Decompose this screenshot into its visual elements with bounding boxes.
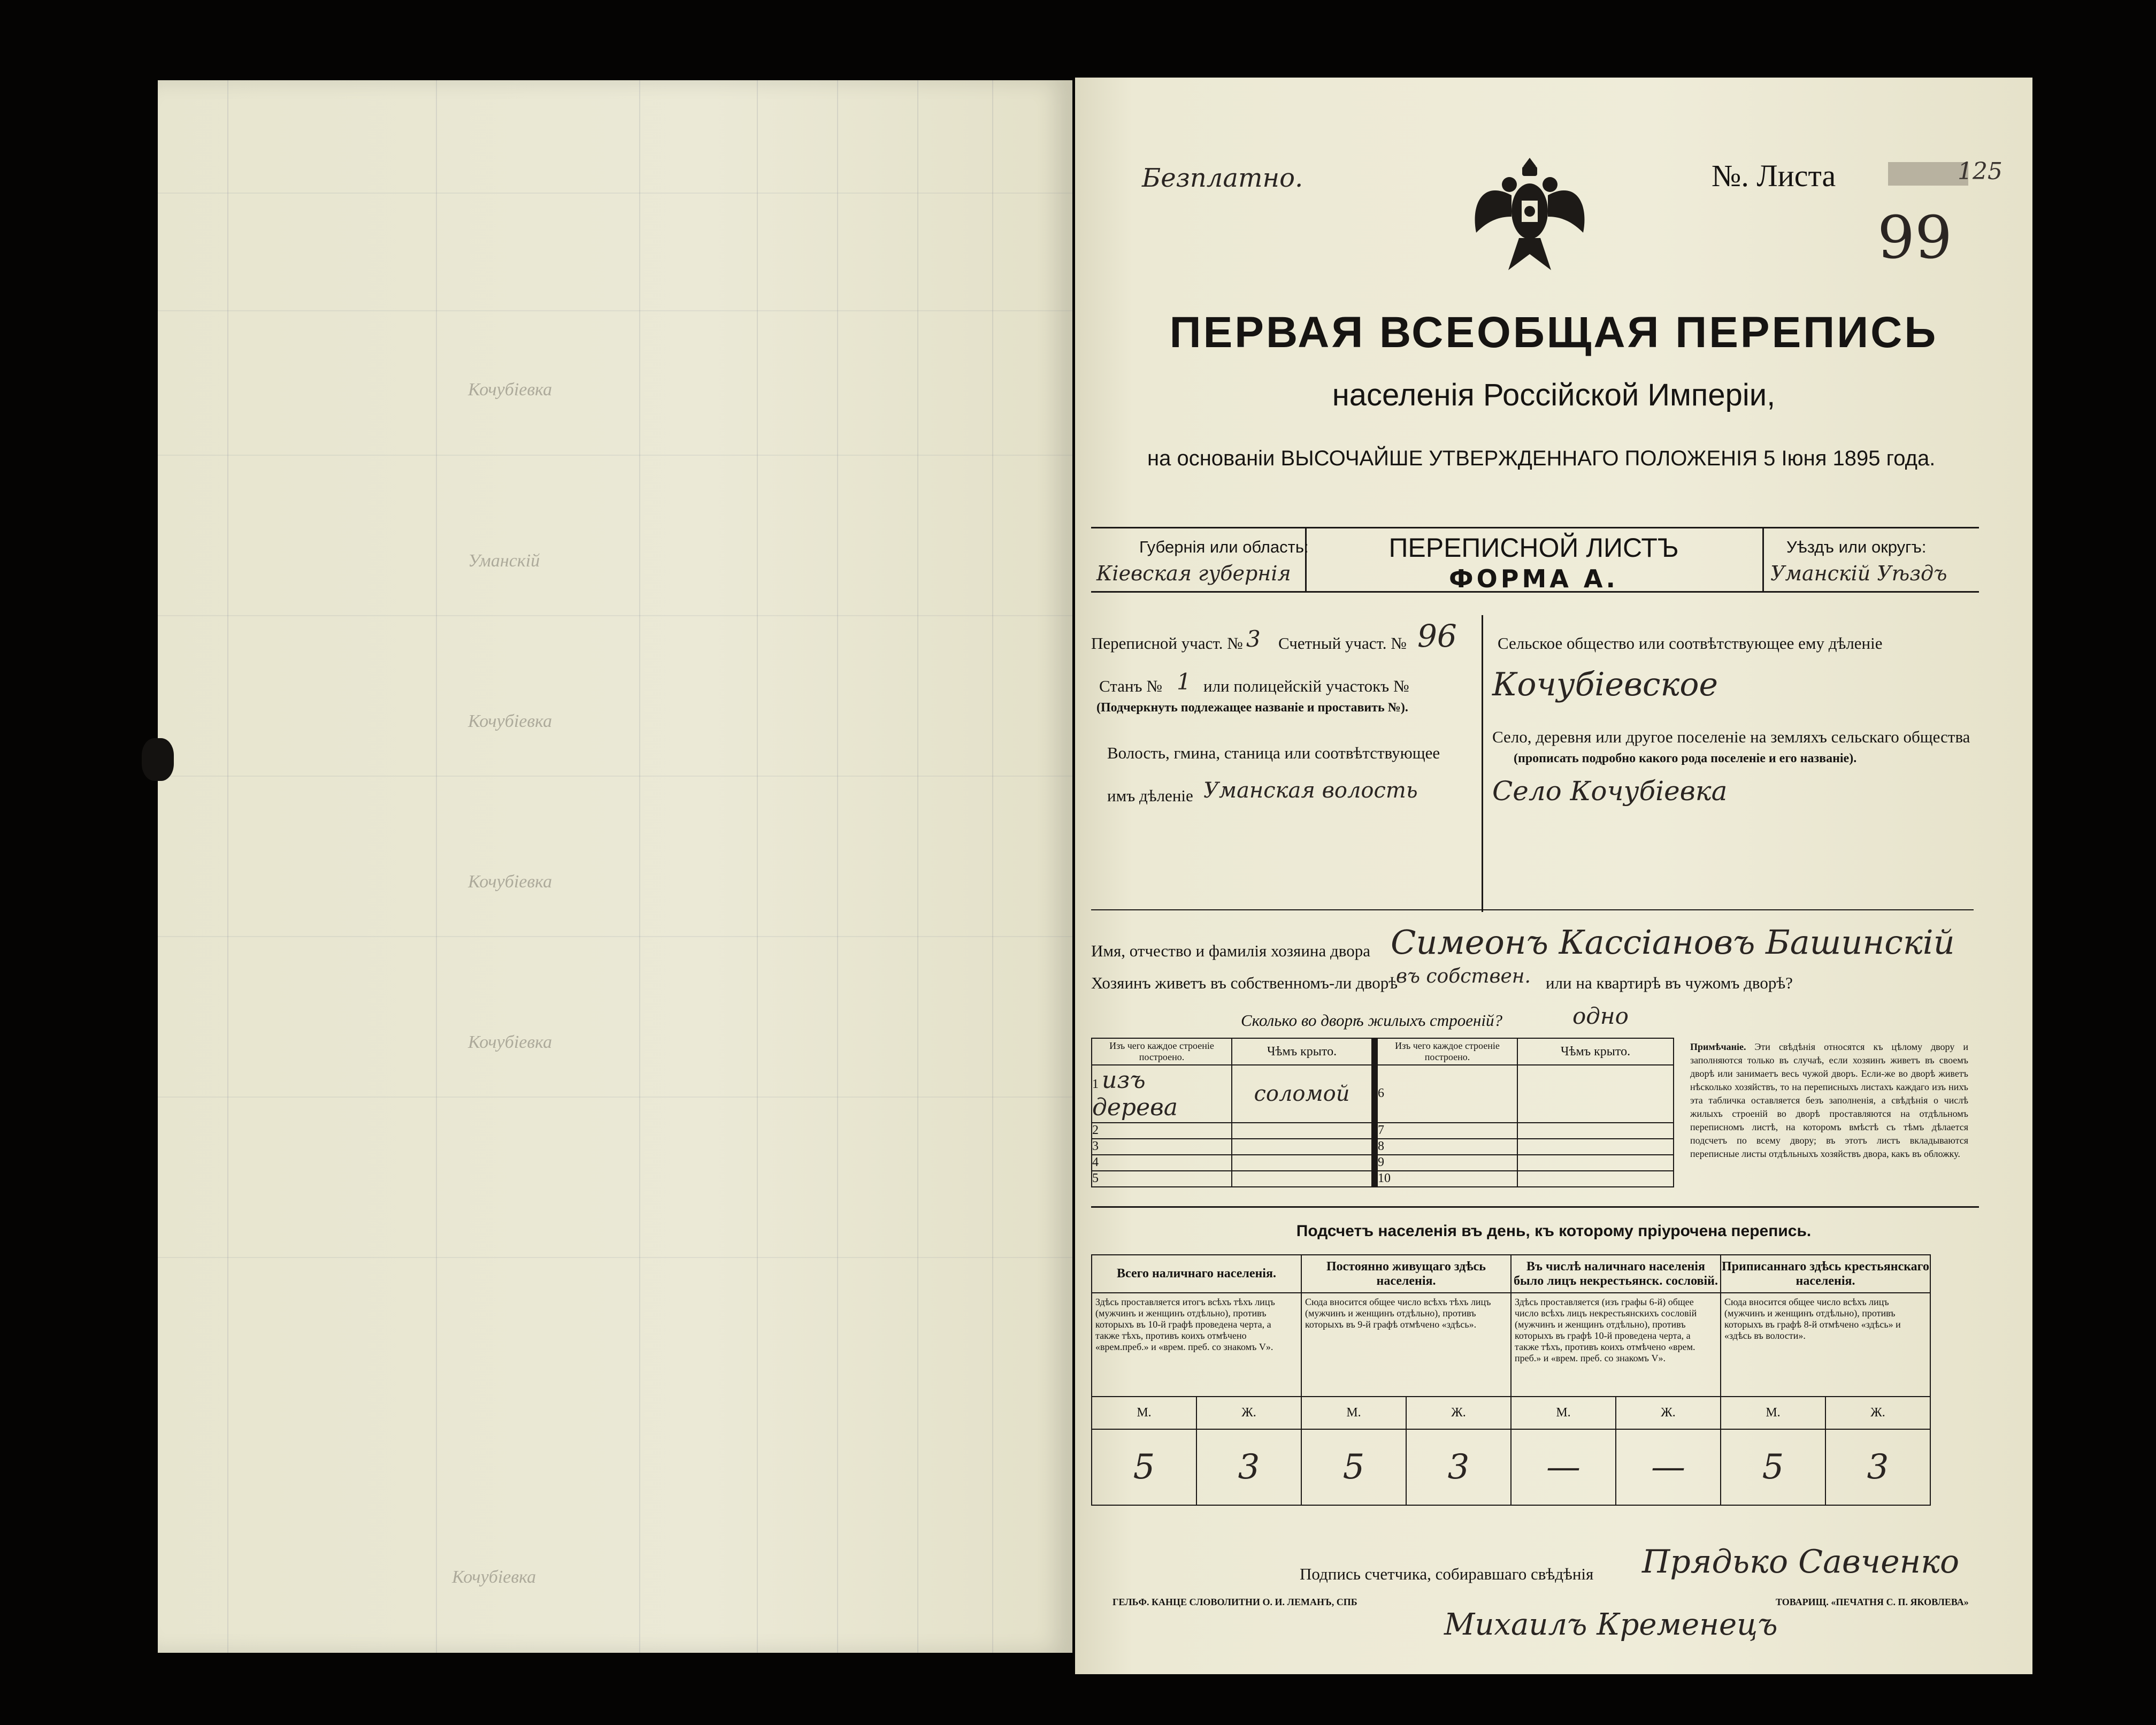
count-male: 5	[1092, 1429, 1196, 1505]
count-values-row	[1092, 1429, 1930, 1505]
count-heading: Подсчетъ населенія въ день, къ которому пріурочена перепись.	[1296, 1222, 1812, 1240]
signature-value: Прядько Савченко	[1642, 1543, 1960, 1581]
female-header: Ж.	[1825, 1397, 1930, 1429]
count-male: 5	[1301, 1429, 1406, 1505]
form-name: ФОРМА А.	[1449, 564, 1618, 593]
buildings-table	[1091, 1038, 1674, 1187]
col-roof-header: Чѣмъ крыто.	[1232, 1038, 1372, 1065]
count-female: 3	[1825, 1429, 1930, 1505]
building-material: изъ дерева	[1092, 1066, 1178, 1121]
count-female: 3	[1196, 1429, 1301, 1505]
count-col-desc: Здѣсь проставляется итогъ всѣхъ тѣхъ лицъ (мужчинъ и женщинъ отдѣльно), противъ которыхъ въ 10-й графѣ проведена черта, а также тѣхъ, противъ коихъ отмѣчено «врем.преб.» и «врем. преб. со знакомъ V».	[1092, 1293, 1301, 1396]
count-female: 3	[1406, 1429, 1511, 1505]
sheet-number-label: №. Листа	[1712, 158, 1836, 193]
note-text: Эти свѣдѣнія относятся къ цѣлому двору и заполняются только въ случаѣ, если хозяинъ живетъ въ своемъ дворѣ или занимаетъ весь чужой дворъ. Если-же во дворѣ живетъ нѣсколько хозяйствъ, то на переписныхъ листахъ каждаго изъ нихъ эта табличка оставляется безъ заполненія, а свѣдѣнія о числѣ жилыхъ строеній во дворѣ проставляются на отдѣльномъ переписномъ листѣ, на которомъ вмѣстѣ съ тѣмъ дѣлается подсчетъ по всему двору; въ этотъ листъ вкладываются переписные листы отдѣльныхъ хозяйствъ двора, какъ въ обложку.	[1690, 1041, 1968, 1159]
population-count-table	[1091, 1254, 1931, 1506]
divider	[1091, 527, 1979, 528]
document-title: ПЕРВАЯ ВСЕОБЩАЯ ПЕРЕПИСЬ	[1169, 308, 1938, 357]
buildings-value: одно	[1572, 1003, 1629, 1029]
stan-label: Станъ №	[1099, 677, 1162, 695]
count-col-title: Приписаннаго здѣсь крестьянскаго населенія.	[1721, 1255, 1930, 1293]
free-label: Безплатно.	[1142, 163, 1303, 193]
owner-label: Имя, отчество и фамилія хозяина двора	[1091, 941, 1370, 960]
divider	[1762, 527, 1764, 593]
ink-stain	[142, 738, 174, 781]
volost-label: Волость, гмина, станица или соотвѣтствующее	[1107, 743, 1440, 762]
census-form-page	[1075, 78, 2032, 1674]
note-heading: Примѣчаніе.	[1690, 1041, 1746, 1052]
female-header: Ж.	[1406, 1397, 1511, 1429]
uezd-value: Уманскій Уѣздъ	[1770, 562, 1947, 585]
gubernia-label: Губернія или область:	[1139, 538, 1309, 556]
society-label: Сельское общество или соотвѣтствующее ему дѣленіе	[1498, 634, 1883, 653]
table-row	[1092, 1065, 1674, 1123]
bleed-through-text: Кочубіевка	[468, 711, 553, 731]
row-number: 3	[1092, 1139, 1232, 1155]
document-basis: на основаніи ВЫСОЧАЙШЕ УТВЕРЖДЕННАГО ПОЛОЖЕНІЯ 5 Іюня 1895 года.	[1147, 447, 1936, 470]
count-district-value: 96	[1417, 618, 1457, 654]
bleed-through-text: Кочубіевка	[468, 1032, 553, 1052]
note	[1690, 1040, 1968, 1161]
female-header: Ж.	[1616, 1397, 1721, 1429]
row-number: 7	[1377, 1123, 1517, 1139]
signature-label: Подпись счетчика, собиравшаго свѣдѣнія	[1300, 1565, 1594, 1583]
col-material-header: Изъ чего каждое строеніе построено.	[1377, 1038, 1517, 1065]
female-header: Ж.	[1196, 1397, 1301, 1429]
village-label: Село, деревня или другое поселеніе на земляхъ сельскаго общества	[1492, 727, 1970, 746]
table-row	[1092, 1139, 1674, 1155]
underline-note: (Подчеркнуть подлежащее названіе и проставить №).	[1096, 701, 1408, 715]
divider	[1091, 909, 1974, 910]
sheet-number-handwritten: 99	[1877, 203, 1952, 272]
census-district-value: 3	[1246, 626, 1261, 652]
village-note: (прописать подробно какого рода поселеніе и его названіе).	[1514, 752, 1857, 765]
table-row	[1092, 1155, 1674, 1171]
table-row	[1092, 1123, 1674, 1139]
row-number: 6	[1377, 1065, 1517, 1123]
sheet-number-crossed: 125	[1958, 158, 2002, 185]
count-col-title: Въ числѣ наличнаго населенія было лицъ некрестьянск. сословій.	[1511, 1255, 1721, 1293]
col-material-header: Изъ чего каждое строеніе построено.	[1092, 1038, 1232, 1065]
count-col-desc: Сюда вносится общее число всѣхъ лицъ (мужчинъ и женщинъ отдѣльно), противъ которыхъ въ графѣ 8-й отмѣчено «здѣсь» и «здѣсь въ волости».	[1721, 1293, 1930, 1396]
count-col-desc: Здѣсь проставляется (изъ графы 6-й) общее число всѣхъ лицъ некрестьянскихъ сословій (мужчинъ и женщинъ отдѣльно), противъ которыхъ въ графѣ 10-й проведена черта, а также тѣхъ, противъ коихъ отмѣчено «врем. преб.» и «врем. преб. со знакомъ V».	[1511, 1293, 1721, 1396]
count-col-title: Постоянно живущаго здѣсь населенія.	[1301, 1255, 1511, 1293]
sheet-number-strikeout	[1888, 162, 1968, 186]
bleed-through-text: Уманскій	[468, 551, 540, 571]
document-subtitle: населенія Россійской Имперіи,	[1332, 378, 1776, 412]
left-page	[158, 80, 1072, 1653]
buildings-label: Сколько во дворѣ жилыхъ строеній?	[1241, 1011, 1502, 1030]
printer-imprint-left: ГЕЛЬФ. КАНЦЕ СЛОВОЛИТНИ О. И. ЛЕМАНЪ, СПБ	[1112, 1597, 1357, 1607]
row-number: 4	[1092, 1155, 1232, 1171]
printer-imprint-right: ТОВАРИЩ. «ПЕЧАТНЯ С. П. ЯКОВЛЕВА»	[1776, 1597, 1969, 1607]
lives-label: Хозяинъ живетъ въ собственномъ-ли дворѣ	[1091, 973, 1398, 992]
count-male: —	[1511, 1429, 1616, 1505]
row-number: 2	[1092, 1123, 1232, 1139]
count-col-title: Всего наличнаго населенія.	[1092, 1255, 1301, 1293]
divider	[1482, 615, 1483, 912]
count-district-label: Счетный участ. №	[1278, 634, 1407, 653]
volost-value: Уманская волость	[1203, 778, 1418, 803]
volost-label: имъ дѣленіе	[1107, 786, 1193, 805]
male-header: М.	[1092, 1397, 1196, 1429]
owner-value: Симеонъ Кассіановъ Башинскій	[1391, 923, 1955, 962]
male-header: М.	[1511, 1397, 1616, 1429]
bleed-through-text: Кочубіевка	[452, 1567, 536, 1587]
count-female: —	[1616, 1429, 1721, 1505]
lives-value: въ собствен.	[1396, 965, 1531, 987]
table-row	[1092, 1171, 1674, 1187]
uezd-label: Уѣздъ или округъ:	[1786, 538, 1927, 556]
sheet-title: ПЕРЕПИСНОЙ ЛИСТЪ	[1388, 533, 1679, 563]
building-roof: соломой	[1232, 1065, 1372, 1123]
row-number: 1	[1092, 1077, 1099, 1091]
imperial-eagle-icon	[1460, 147, 1599, 286]
male-header: М.	[1301, 1397, 1406, 1429]
gubernia-value: Кіевская губернія	[1096, 562, 1291, 585]
society-value: Кочубіевское	[1492, 666, 1718, 703]
row-number: 9	[1377, 1155, 1517, 1171]
divider	[1091, 1206, 1979, 1208]
count-male: 5	[1721, 1429, 1825, 1505]
row-number: 10	[1377, 1171, 1517, 1187]
stan-value: 1	[1177, 669, 1191, 695]
census-district-label: Переписной участ. №	[1091, 634, 1243, 653]
police-label: или полицейскій участокъ №	[1203, 677, 1409, 695]
male-header: М.	[1721, 1397, 1825, 1429]
row-number: 8	[1377, 1139, 1517, 1155]
row-number: 5	[1092, 1171, 1232, 1187]
col-roof-header: Чѣмъ крыто.	[1517, 1038, 1674, 1065]
bleed-through-text: Кочубіевка	[468, 380, 553, 400]
lives-label-2: или на квартирѣ въ чужомъ дворѣ?	[1546, 973, 1793, 992]
count-col-desc: Сюда вносится общее число всѣхъ тѣхъ лицъ (мужчинъ и женщинъ отдѣльно), противъ которыхъ въ 9-й графѣ отмѣчено «здѣсь».	[1301, 1293, 1511, 1396]
signature-value: Михаилъ Кременецъ	[1444, 1607, 1778, 1642]
bleed-through-text: Кочубіевка	[468, 872, 553, 892]
village-value: Село Кочубіевка	[1492, 776, 1728, 807]
